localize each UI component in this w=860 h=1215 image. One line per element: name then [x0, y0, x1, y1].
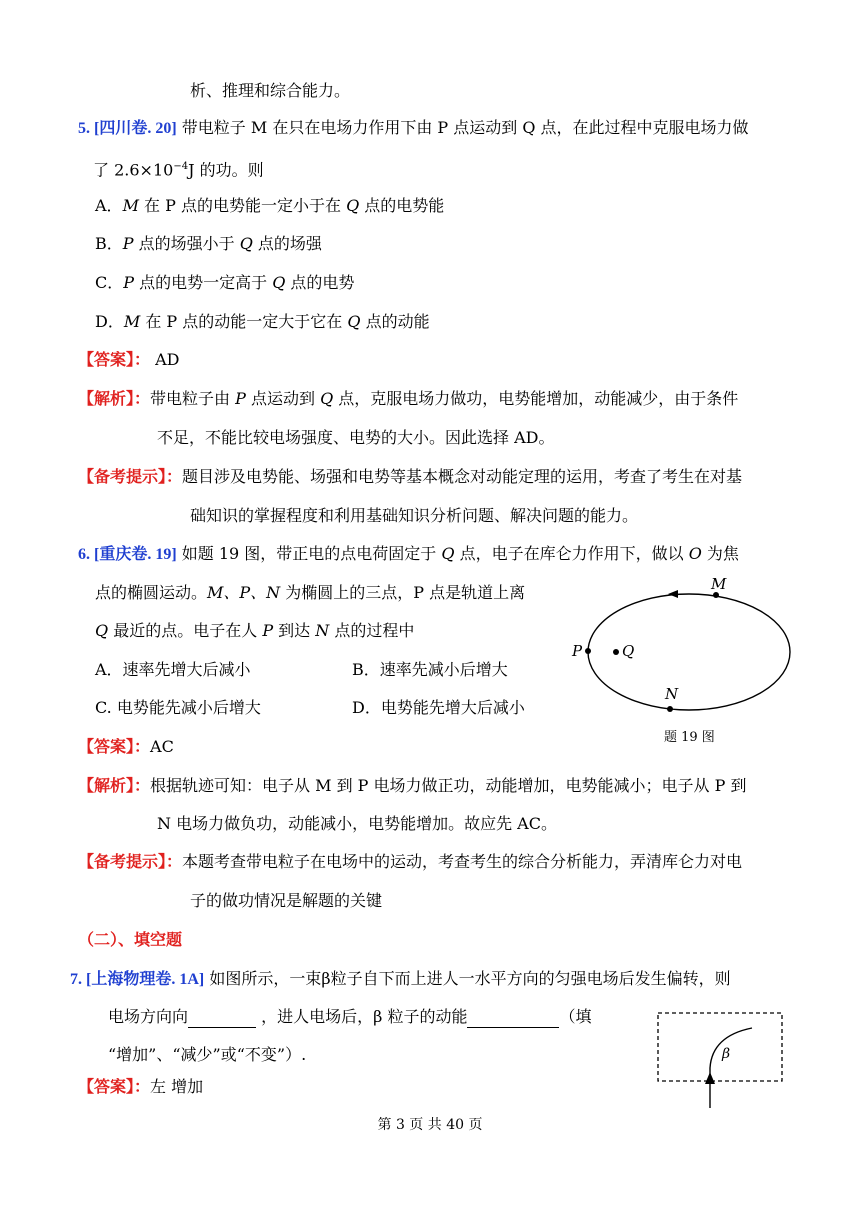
opt-text: 在 P 点的动能一定大于它在 [140, 312, 348, 331]
section-heading-fill-in: （二）、填空题 [78, 930, 183, 949]
stem-text: 点的椭圆运动。 [95, 583, 208, 602]
var: Q [346, 196, 360, 215]
q7-tag: 7. [上海物理卷. 1A] [70, 971, 205, 988]
var: Q [347, 312, 361, 331]
stem-text: 最近的点。电子在人 [108, 621, 263, 640]
continued-text: 析、推理和综合能力。 [190, 81, 351, 100]
tip-text: 题目涉及电势能、场强和电势等基本概念对动能定理的运用，考查了考生在对基 [182, 467, 743, 486]
point-n [667, 706, 673, 712]
q5-stem-line-1 [78, 117, 749, 140]
q6-tag: 6. [重庆卷. 19] [78, 546, 177, 563]
tip-text: 本题考查带电粒子在电场中的运动，考查考生的综合分析能力，弄清库仑力对电 [182, 852, 743, 871]
answer-label: 【答案】： [78, 350, 151, 369]
q5-analysis-line-2: 不足，不能比较电场强度、电势的大小。因此选择 AD。 [157, 428, 555, 447]
stem-text: 到达 [273, 621, 316, 640]
tip-label: 【备考提示】： [78, 467, 183, 486]
var: N [315, 621, 330, 640]
direction-arrow-icon [668, 590, 678, 598]
analysis-text: 点运动到 [245, 389, 321, 408]
q7-answer [78, 1076, 203, 1098]
q6-tip-line-2: 子的做功情况是解题的关键 [190, 891, 383, 910]
stem-text: 点，电子在库仑力作用下，做以 [454, 544, 689, 563]
stem-text: 为椭圆上的三点，P 点是轨道上离 [280, 583, 526, 602]
var: Q [272, 273, 286, 292]
opt-text: 点的电势 [285, 273, 355, 292]
stem-text: 为焦 [701, 544, 739, 563]
q5-stem-2-pre: 了 2.6×10 [93, 160, 174, 180]
q7-stem-line-2 [108, 1006, 591, 1028]
q6-stem-line-2 [95, 582, 525, 604]
q5-stem-1: 带电粒子 M 在只在电场力作用下由 P 点运动到 Q 点，在此过程中克服电场力做 [181, 118, 749, 137]
q7-stem-line-3: “增加”、“减少”或“不变”）. [108, 1045, 307, 1064]
q5-exponent: −4 [173, 161, 189, 172]
stem-text: 如图所示，一束β粒子自下而上进人一水平方向的匀强电场后发生偏转，则 [209, 969, 731, 988]
stem-text: 如题 19 图，带正电的点电荷固定于 [181, 544, 442, 563]
opt-text: 点的动能 [360, 312, 430, 331]
q5-stem-line-2 [93, 156, 264, 181]
analysis-label: 【解析】： [78, 776, 151, 795]
q6-tip-line-1 [78, 851, 742, 873]
q5-option-c [95, 272, 354, 294]
var: M、P、N [207, 583, 281, 602]
q5-tag: 5. [四川卷. 20] [78, 120, 177, 137]
stem-text: ，进人电场后，β 粒子的动能 [261, 1007, 468, 1026]
label-p: P [572, 642, 583, 660]
answer-label: 【答案】： [78, 737, 151, 756]
arrow-up-icon [705, 1072, 715, 1084]
opt-prefix: D． [95, 312, 124, 331]
opt-text: 点的场强小于 [133, 234, 240, 253]
opt-text: 在 P 点的电势能一定小于在 [138, 196, 347, 215]
analysis-text: 带电粒子由 [150, 389, 236, 408]
q6-option-b: B．速率先减小后增大 [352, 660, 508, 679]
var: M [122, 196, 139, 215]
opt-prefix: A． [95, 196, 123, 215]
var: Q [441, 544, 455, 563]
point-q [613, 649, 619, 655]
q6-option-a: A．速率先增大后减小 [95, 660, 251, 679]
var: M [123, 312, 141, 331]
q6-stem-line-3 [95, 620, 414, 642]
q5-stem-2-post: J 的功。则 [188, 160, 264, 180]
var: Q [320, 389, 334, 408]
figure-caption: 题 19 图 [664, 730, 715, 745]
q5-option-d [95, 311, 430, 333]
var: Q [239, 234, 253, 253]
analysis-text: 根据轨迹可知：电子从 M 到 P 电场力做正功，动能增加，电势能减小；电子从 P 到 [150, 776, 747, 795]
q7-stem-line-1 [70, 968, 731, 991]
var: O [688, 544, 702, 563]
var: P [262, 621, 274, 640]
label-q: Q [622, 642, 635, 660]
opt-text: 点的电势能 [359, 196, 445, 215]
var: P [235, 389, 246, 408]
blank-field-2[interactable] [467, 1011, 559, 1028]
q6-analysis-line-1 [78, 775, 746, 797]
answer-value: 左 增加 [150, 1077, 204, 1096]
beta-label: β [722, 1046, 731, 1062]
analysis-text: 点，克服电场力做功，电势能增加，动能减少，由于条件 [333, 389, 739, 408]
answer-value: AD [155, 350, 180, 369]
q6-option-d: D．电势能先增大后减小 [352, 698, 525, 717]
q6-option-c: C. 电势能先减小后增大 [95, 698, 261, 717]
q6-analysis-line-2: N 电场力做负功，动能减小，电势能增加。故应先 AC。 [157, 814, 557, 833]
var: P [122, 234, 134, 253]
blank-field-1[interactable] [188, 1011, 256, 1028]
point-p [585, 648, 591, 654]
page-number: 第 3 页 共 40 页 [377, 1117, 483, 1133]
q5-tip-line-2: 础知识的掌握程度和利用基础知识分析问题、解决问题的能力。 [190, 506, 639, 525]
answer-label: 【答案】： [78, 1077, 151, 1096]
label-n: N [665, 685, 679, 703]
q5-answer [78, 349, 180, 371]
opt-prefix: C． [95, 273, 124, 292]
field-region [658, 1013, 782, 1081]
q5-option-b [95, 233, 322, 255]
opt-text: 点的场强 [252, 234, 322, 253]
q6-stem-line-1 [78, 543, 739, 566]
stem-text: 电场方向向 [108, 1007, 189, 1026]
beta-trajectory [710, 1028, 752, 1108]
opt-text: 点的电势一定高于 [134, 273, 273, 292]
orbit-figure [566, 570, 816, 750]
tip-label: 【备考提示】： [78, 852, 183, 871]
opt-prefix: B． [95, 234, 123, 253]
stem-text: 点的过程中 [329, 621, 415, 640]
q5-tip-line-1 [78, 466, 742, 488]
var: P [123, 273, 135, 292]
label-m: M [711, 575, 727, 593]
answer-value: AC [150, 737, 174, 756]
q6-answer [78, 736, 174, 758]
stem-text: （填 [559, 1007, 592, 1026]
analysis-label: 【解析】： [78, 389, 151, 408]
q5-analysis-line-1 [78, 388, 738, 410]
field-figure [648, 1006, 798, 1116]
q5-option-a [95, 195, 444, 217]
var: Q [95, 621, 109, 640]
